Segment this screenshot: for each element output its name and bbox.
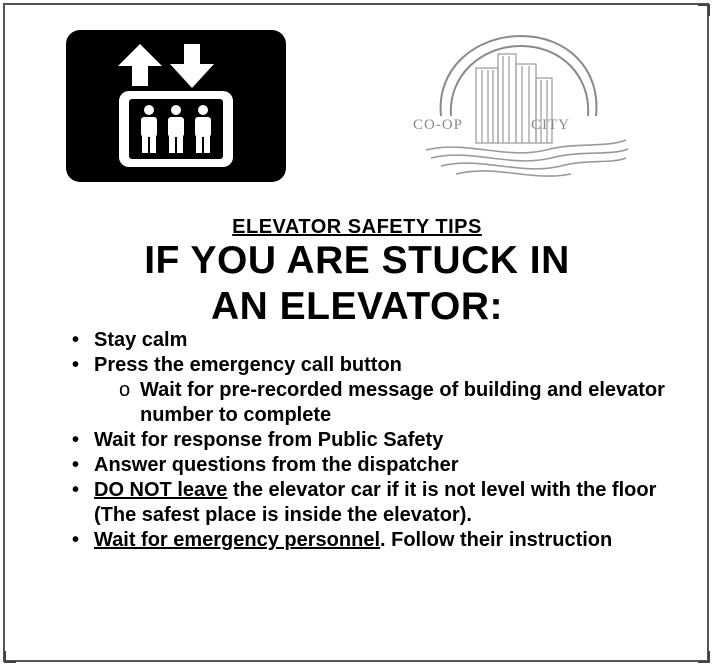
- logo-text-right: CITY: [531, 117, 570, 133]
- tip-emphasis: Wait for emergency personnel: [94, 529, 380, 551]
- crop-mark: [4, 651, 16, 663]
- crop-mark: [698, 4, 710, 16]
- title-line-2: AN ELEVATOR:: [210, 285, 503, 328]
- tip-subitem: o Wait for pre-recorded message of building and elevator number to complete: [68, 378, 668, 428]
- tip-text: the elevator car if it is not level with the floor (The safest place is inside the elevator).: [94, 479, 657, 526]
- tip-item: • Press the emergency call button: [68, 353, 668, 378]
- co-op-city-skyline-logo: [406, 28, 636, 188]
- tip-item: [68, 528, 668, 553]
- tip-item: • Answer questions from the dispatcher: [68, 453, 668, 478]
- tip-item: • Wait for response from Public Safety: [68, 428, 668, 453]
- logo-text-left: CO-OP: [413, 117, 464, 133]
- tip-emphasis: DO NOT leave: [94, 479, 228, 501]
- tip-item: [68, 478, 668, 528]
- crop-mark: [698, 651, 710, 663]
- sign-title: [0, 238, 714, 330]
- elevator-pictogram-icon: [66, 30, 286, 182]
- title-line-1: IF YOU ARE STUCK IN: [144, 239, 570, 282]
- sign-subtitle: ELEVATOR SAFETY TIPS: [232, 216, 482, 238]
- tip-item: • Stay calm: [68, 328, 668, 353]
- tip-text: . Follow their instruction: [380, 529, 613, 551]
- safety-tips-list: [68, 328, 668, 553]
